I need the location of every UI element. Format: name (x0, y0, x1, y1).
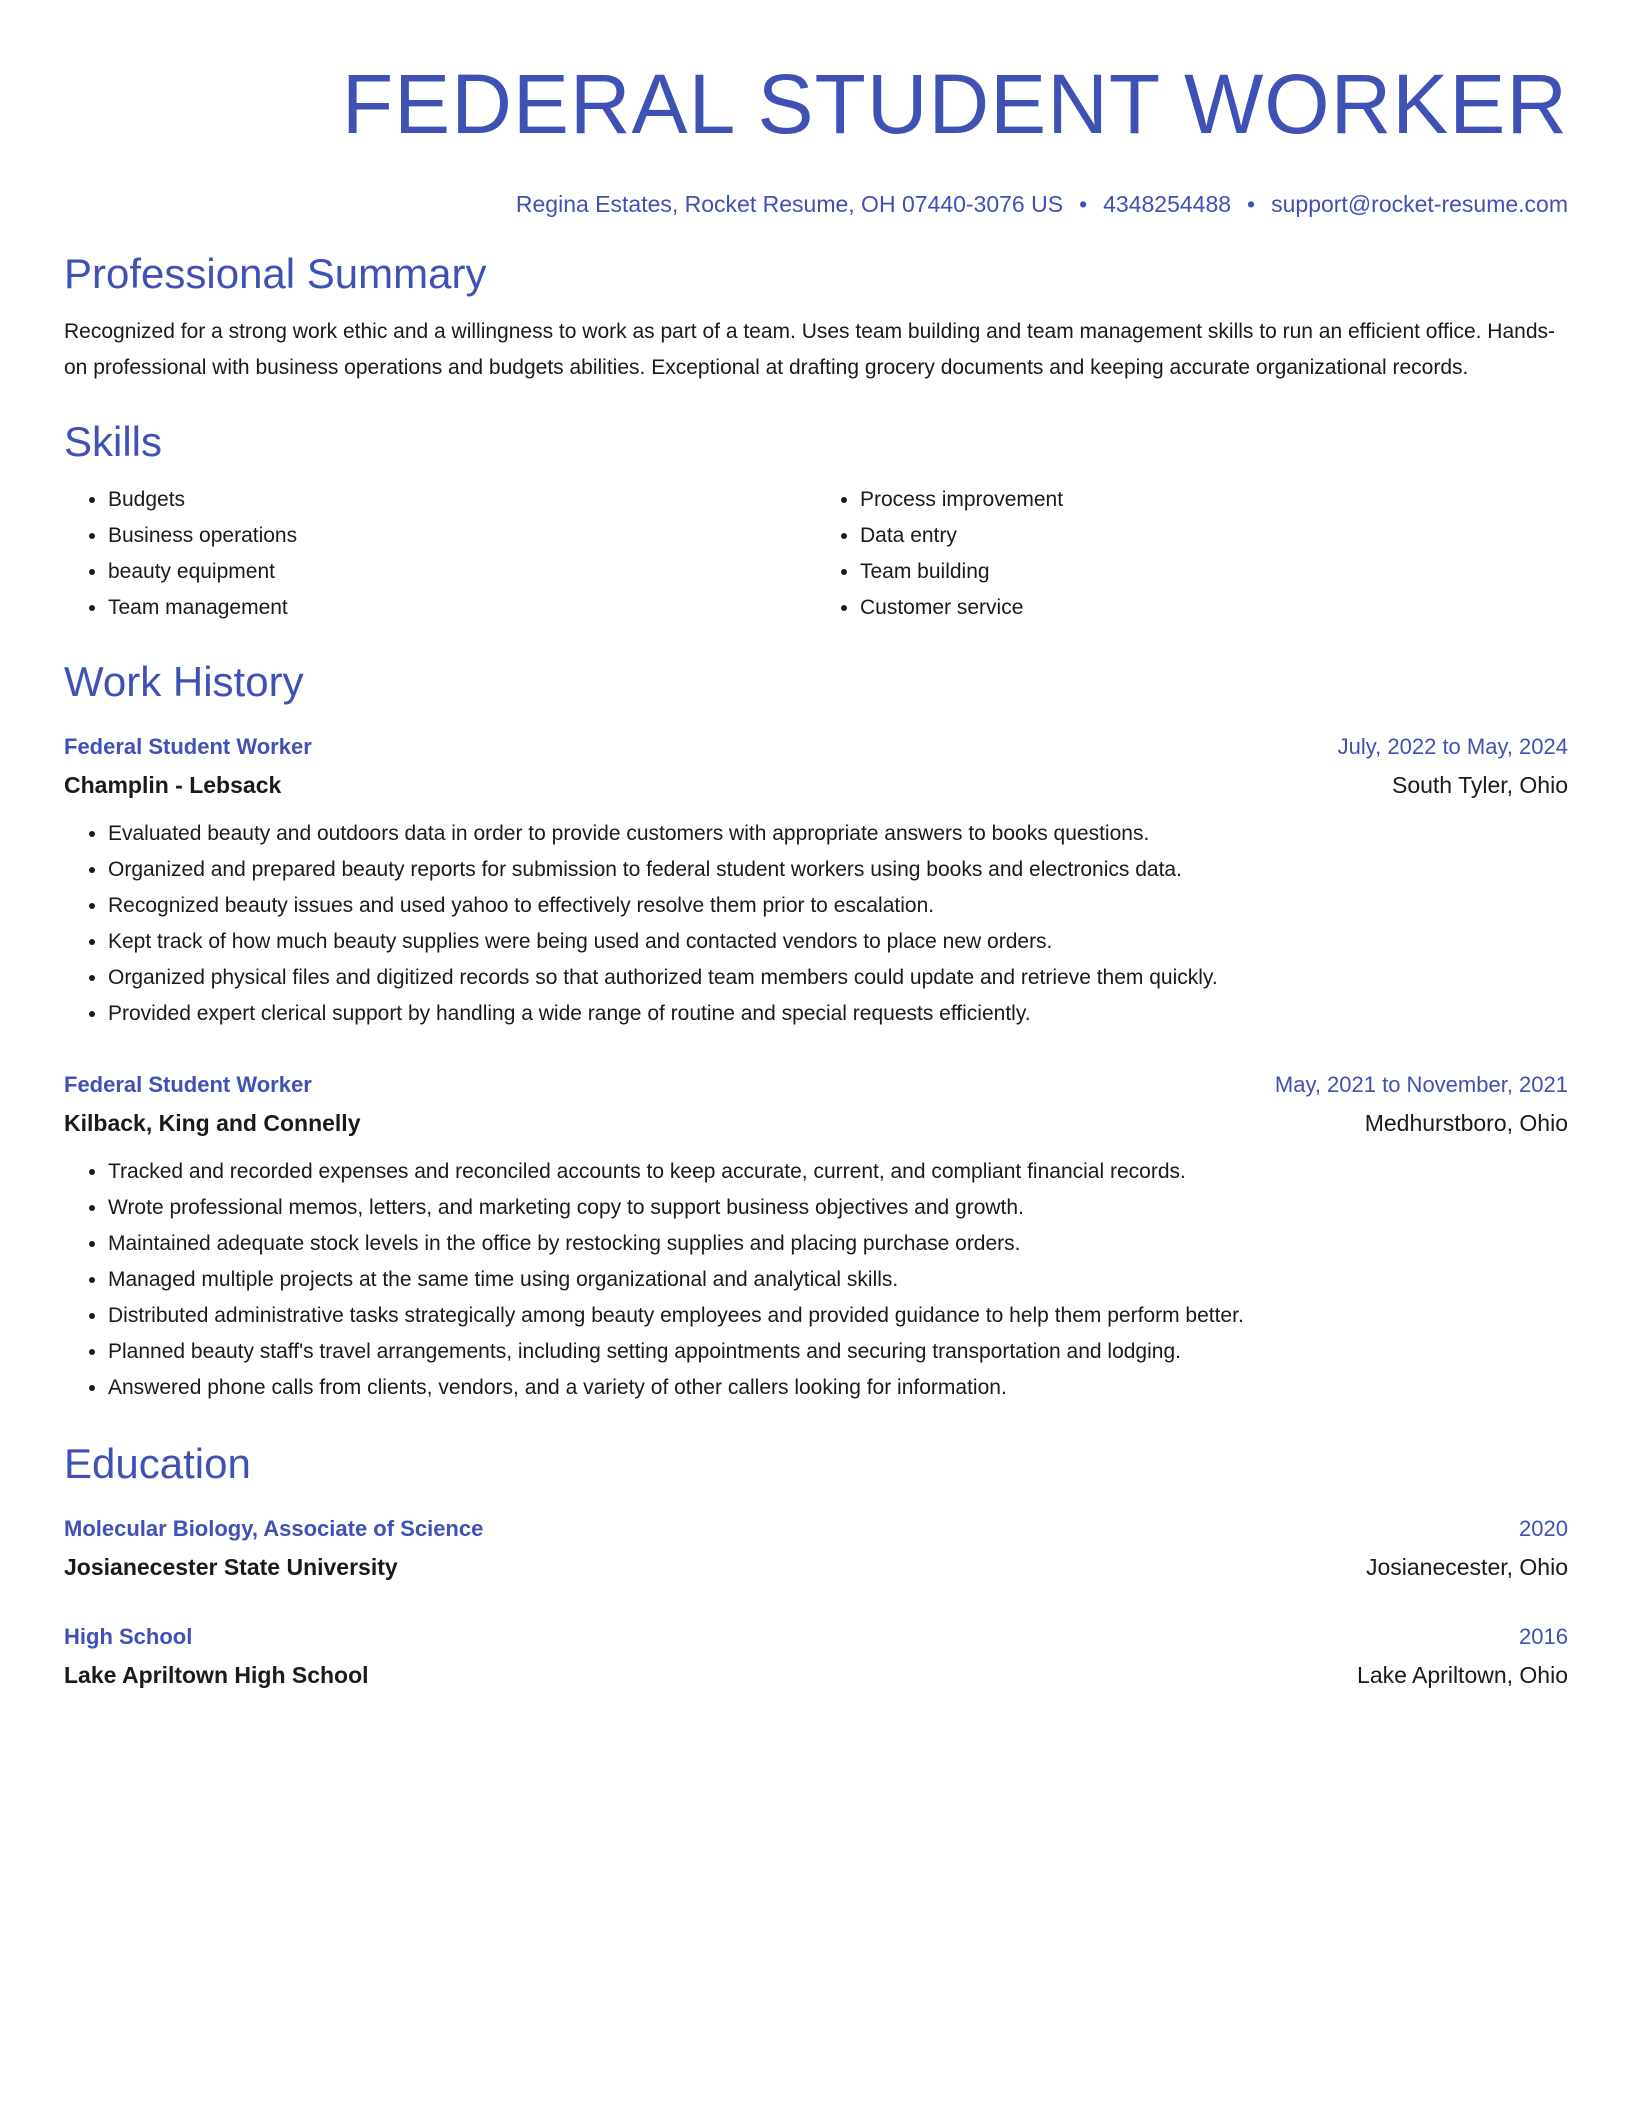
contact-phone: 4348254488 (1103, 191, 1232, 217)
education-entry (64, 1618, 1568, 1694)
job-bullet: • Tracked and recorded expenses and reconciled accounts to keep accurate, current, and compliant financial records. (108, 1154, 1568, 1190)
education-year: 2020 (1519, 1516, 1568, 1541)
candidate-name: FEDERAL STUDENT WORKER (341, 57, 1568, 151)
job-dates: May, 2021 to November, 2021 (1274, 1072, 1568, 1097)
job-bullet: • Organized and prepared beauty reports for submission to federal student workers using books and electronics data. (108, 852, 1568, 888)
job-bullet: • Maintained adequate stock levels in the office by restocking supplies and placing purchase orders. (108, 1226, 1568, 1262)
skill-item: • Team management (108, 590, 816, 626)
resume-header (64, 0, 1568, 220)
job-bullets (64, 816, 1568, 1032)
job-dates: July, 2022 to May, 2024 (1337, 734, 1568, 759)
job-bullet: • Kept track of how much beauty supplies were being used and contacted vendors to place new orders. (108, 924, 1568, 960)
job-company-row (64, 766, 1568, 804)
contact-address: Regina Estates, Rocket Resume, OH 07440-3076 US (515, 191, 1064, 217)
job-company-row (64, 1104, 1568, 1142)
job-bullet: • Answered phone calls from clients, vendors, and a variety of other callers looking for information. (108, 1370, 1568, 1406)
job-location: Medhurstboro, Ohio (1364, 1110, 1568, 1136)
education-header-row (64, 1510, 1568, 1548)
job-entry (64, 1066, 1568, 1406)
contact-separator: • (1247, 191, 1256, 217)
skill-item: • Budgets (108, 482, 816, 518)
education-degree: High School (64, 1624, 193, 1649)
summary-section-title: Professional Summary (64, 250, 487, 297)
education-degree: Molecular Biology, Associate of Science (64, 1516, 484, 1541)
job-bullet: • Distributed administrative tasks strategically among beauty employees and provided guidance to help them perform better. (108, 1298, 1568, 1334)
education-location: Lake Apriltown, Ohio (1357, 1662, 1568, 1688)
job-bullet: • Wrote professional memos, letters, and marketing copy to support business objectives and growth. (108, 1190, 1568, 1226)
education-location: Josianecester, Ohio (1365, 1554, 1568, 1580)
job-title: Federal Student Worker (64, 1072, 312, 1097)
job-title: Federal Student Worker (64, 734, 312, 759)
contact-email[interactable]: support@rocket-resume.com (1271, 191, 1568, 217)
job-entry (64, 728, 1568, 1032)
job-header-row (64, 1066, 1568, 1104)
contact-line (64, 188, 1568, 220)
job-bullet: • Managed multiple projects at the same time using organizational and analytical skills. (108, 1262, 1568, 1298)
job-header-row (64, 728, 1568, 766)
job-company: Champlin - Lebsack (64, 772, 282, 798)
job-bullet: • Organized physical files and digitized records so that authorized team members could update and retrieve them quickly. (108, 960, 1568, 996)
education-school: Josianecester State University (64, 1554, 398, 1580)
education-header-row (64, 1618, 1568, 1656)
skills-list (64, 482, 1568, 626)
job-bullet: • Provided expert clerical support by handling a wide range of routine and special requests efficiently. (108, 996, 1568, 1032)
skills-column-left (64, 482, 816, 626)
work-history-section-title: Work History (64, 658, 304, 705)
education-school: Lake Apriltown High School (64, 1662, 369, 1688)
skill-item: • Team building (860, 554, 1568, 590)
job-company: Kilback, King and Connelly (64, 1110, 361, 1136)
job-bullet: • Planned beauty staff's travel arrangements, including setting appointments and securing transportation and lodging. (108, 1334, 1568, 1370)
summary-text: Recognized for a strong work ethic and a willingness to work as part of a team. Uses team building and team management skills to run an efficient office. Hands-on professional with business operations and budgets abilities. Exceptional at drafting grocery documents and keeping accurate organizational records. (64, 320, 1555, 379)
skill-item: • Business operations (108, 518, 816, 554)
skill-item: • Data entry (860, 518, 1568, 554)
skills-column-right (816, 482, 1568, 626)
skill-item: • beauty equipment (108, 554, 816, 590)
contact-separator: • (1079, 191, 1088, 217)
education-school-row (64, 1656, 1568, 1694)
education-entry (64, 1510, 1568, 1586)
education-school-row (64, 1548, 1568, 1586)
job-bullets (64, 1154, 1568, 1406)
job-bullet: • Recognized beauty issues and used yahoo to effectively resolve them prior to escalation. (108, 888, 1568, 924)
job-bullet: • Evaluated beauty and outdoors data in order to provide customers with appropriate answers to books questions. (108, 816, 1568, 852)
job-location: South Tyler, Ohio (1391, 772, 1568, 798)
skill-item: • Customer service (860, 590, 1568, 626)
skill-item: • Process improvement (860, 482, 1568, 518)
skills-section-title: Skills (64, 418, 163, 465)
education-section-title: Education (64, 1440, 251, 1487)
education-year: 2016 (1519, 1624, 1568, 1649)
